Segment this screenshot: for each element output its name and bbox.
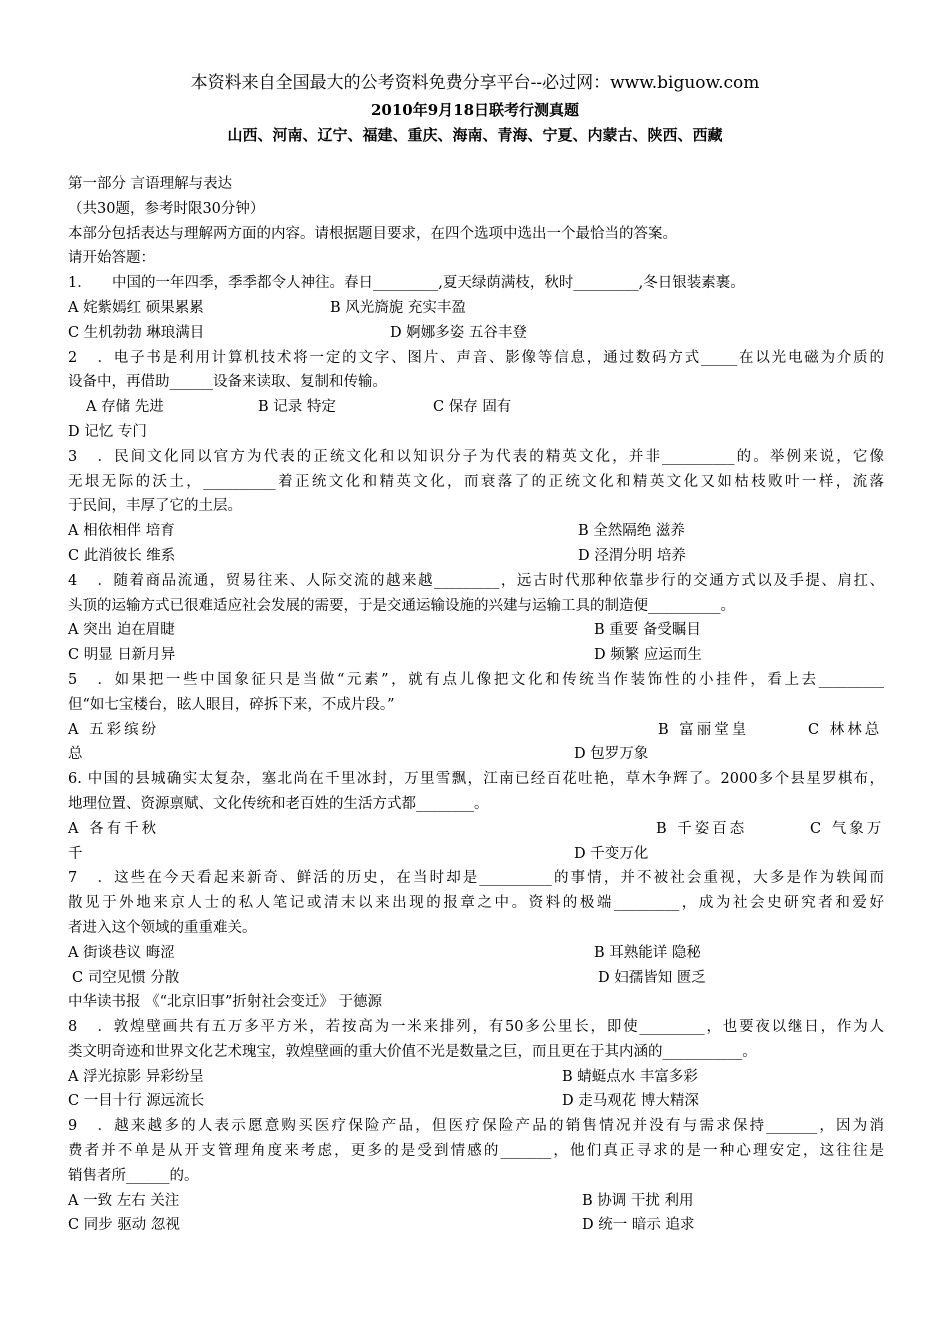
option-a: A 一致 左右 关注 <box>68 1192 180 1209</box>
question-3-options-2 <box>68 544 884 569</box>
option-c: C 保存 固有 <box>433 399 512 416</box>
option-c-continued: 千 <box>68 845 83 862</box>
question-3-stem-3: 于民间，丰厚了它的土层。 <box>68 498 242 515</box>
option-d: D 婀娜多姿 五谷丰登 <box>390 324 527 341</box>
option-b: B 富丽堂皇 <box>658 721 750 738</box>
question-3-stem-2: 无垠无际的沃土，__________着正统文化和精英文化，而衰落了的正统文化和精英文化又如枯枝败叶一样，流落 <box>68 473 884 490</box>
document-body <box>68 172 884 1238</box>
question-7-source: 中华读书报 《“北京旧事”折射社会变迁》 于德源 <box>68 994 383 1011</box>
question-2-options <box>68 395 884 420</box>
option-b: B 耳熟能详 隐秘 <box>594 944 701 961</box>
question-6-options <box>68 817 884 842</box>
option-a: A 姹紫嫣红 硕果累累 <box>68 299 204 316</box>
question-5-options <box>68 718 884 743</box>
question-4-options <box>68 618 884 643</box>
option-d: D 千变万化 <box>574 845 649 862</box>
option-a: A 各有千秋 <box>68 820 160 837</box>
option-d: D 频繁 应运而生 <box>594 647 702 664</box>
question-7-options <box>68 941 884 966</box>
option-b: B 协调 干扰 利用 <box>582 1192 694 1209</box>
option-c: C 同步 驱动 忽视 <box>68 1217 180 1234</box>
option-c: C 此消彼长 维系 <box>68 547 176 564</box>
option-c: C 生机勃勃 琳琅满目 <box>68 324 205 341</box>
section-instruction: 本部分包括表达与理解两方面的内容。请根据题目要求，在四个选项中选出一个最恰当的答案。 <box>68 225 677 242</box>
question-7-options-2 <box>68 966 884 991</box>
option-a: A 街谈巷议 晦涩 <box>68 944 175 961</box>
question-7-stem-3: 者进入这个领域的重重难关。 <box>68 919 257 936</box>
question-9-options <box>68 1189 884 1214</box>
question-4-stem: 4．随着商品流通，贸易往来、人际交流的越来越_________，远古时代那种依靠步行的交通方式以及手提、肩扛、 <box>68 572 884 589</box>
option-b: B 千姿百态 <box>656 820 748 837</box>
question-5-stem-2: 但“如七宝楼台，眩人眼目，碎拆下来，不成片段。” <box>68 696 395 713</box>
question-4-stem-2: 头顶的运输方式已很难适应社会发展的需要，于是交通运输设施的兴建与运输工具的制造便__________。 <box>68 597 735 614</box>
question-4-options-2 <box>68 643 884 668</box>
option-a: A 存储 先进 <box>86 399 164 416</box>
province-list: 山西、河南、辽宁、福建、重庆、海南、青海、宁夏、内蒙古、陕西、西藏 <box>227 126 723 144</box>
question-6-stem: 6. 中国的县城确实太复杂，塞北尚在千里冰封，万里雪飘，江南已经百花吐艳，草木争辉了。2000多个县星罗棋布， <box>68 771 884 788</box>
question-2-options-2 <box>68 420 884 445</box>
question-1-options <box>68 296 884 321</box>
question-3-stem: 3．民间文化同以官方为代表的正统文化和以知识分子为代表的精英文化，并非__________的。举例来说，它像 <box>68 448 884 465</box>
section-title: 第一部分 言语理解与表达 <box>68 176 233 192</box>
option-c: C 明显 日新月异 <box>68 647 176 664</box>
option-c: C 林林总 <box>808 721 883 738</box>
question-9-stem: 9．越来越多的人表示愿意购买医疗保险产品，但医疗保险产品的销售情况并没有与需求保持_______，因为消 <box>68 1118 884 1135</box>
question-9-stem-2: 费者并不单是从开支管理角度来考虑，更多的是受到情感的_______，他们真正寻求的是一种心理安定，这往往是 <box>68 1143 884 1160</box>
option-d: D 记忆 专门 <box>68 423 147 440</box>
question-2-stem-2: 设备中，再借助______设备来读取、复制和传输。 <box>68 374 387 391</box>
option-a: A 突出 迫在眉睫 <box>68 622 175 639</box>
question-8-options-2 <box>68 1089 884 1114</box>
option-d: D 泾渭分明 培养 <box>578 547 686 564</box>
question-2-stem: 2．电子书是利用计算机技术将一定的文字、图片、声音、影像等信息，通过数码方式_____在以光电磁为介质的 <box>68 349 884 366</box>
option-b: B 记录 特定 <box>258 399 336 416</box>
source-line: 本资料来自全国最大的公考资料免费分享平台--必过网：www.biguow.com <box>190 73 760 93</box>
option-a: A 浮光掠影 异彩纷呈 <box>68 1068 204 1085</box>
question-7-stem-2: 散见于外地来京人士的私人笔记或清末以来出现的报章之中。资料的极端_________，成为社会史研究者和爱好 <box>68 895 884 912</box>
section-note: （共30题，参考时限30分钟） <box>68 200 265 217</box>
question-9-stem-3: 销售者所______的。 <box>68 1167 199 1184</box>
option-b: B 全然隔绝 滋养 <box>578 523 685 540</box>
option-a: A 五彩缤纷 <box>68 721 160 738</box>
option-d: D 包罗万象 <box>574 746 649 763</box>
question-8-options <box>68 1065 884 1090</box>
option-c-continued: 总 <box>68 746 83 763</box>
question-9-options-2 <box>68 1213 884 1238</box>
question-8-stem: 8．敦煌壁画共有五万多平方米，若按高为一米来排列，有50多公里长，即使_________，也要夜以继日，作为人 <box>68 1019 884 1036</box>
question-5-stem: 5．如果把一些中国象征只是当做“元素”，就有点儿像把文化和传统当作装饰性的小挂件，看上去_________ <box>68 671 884 688</box>
start-prompt: 请开始答题： <box>68 250 155 267</box>
question-8-stem-2: 类文明奇迹和世界文化艺术瑰宝，敦煌壁画的重大价值不光是数量之巨，而且更在于其内涵的___________。 <box>68 1043 757 1060</box>
option-c: C 司空见惯 分散 <box>72 969 180 986</box>
option-c: C 气象万 <box>810 820 885 837</box>
option-c: C 一目十行 源远流长 <box>68 1093 205 1110</box>
option-b: B 风光旖旎 充实丰盈 <box>330 299 466 316</box>
option-d: D 妇孺皆知 匮乏 <box>598 969 706 986</box>
option-d: D 走马观花 博大精深 <box>562 1093 699 1110</box>
question-7-stem: 7．这些在今天看起来新奇、鲜活的历史，在当时却是__________的事情，并不被社会重视，大多是作为轶闻而 <box>68 870 884 887</box>
question-6-stem-2: 地理位置、资源禀赋、文化传统和老百姓的生活方式都________。 <box>68 795 489 812</box>
question-3-options <box>68 519 884 544</box>
option-b: B 蜻蜓点水 丰富多彩 <box>562 1068 698 1085</box>
option-a: A 相依相伴 培育 <box>68 523 175 540</box>
exam-title: 2010年9月18日联考行测真题 <box>370 101 580 119</box>
question-1-options-2 <box>68 321 884 346</box>
question-1-stem: 1． 中国的一年四季，季季都令人神往。春日_________,夏天绿荫满枝，秋时_________,冬日银装素裹。 <box>68 275 745 292</box>
question-6-options-2 <box>68 842 884 867</box>
question-5-options-2 <box>68 742 884 767</box>
option-d: D 统一 暗示 追求 <box>582 1217 695 1234</box>
option-b: B 重要 备受瞩目 <box>594 622 701 639</box>
